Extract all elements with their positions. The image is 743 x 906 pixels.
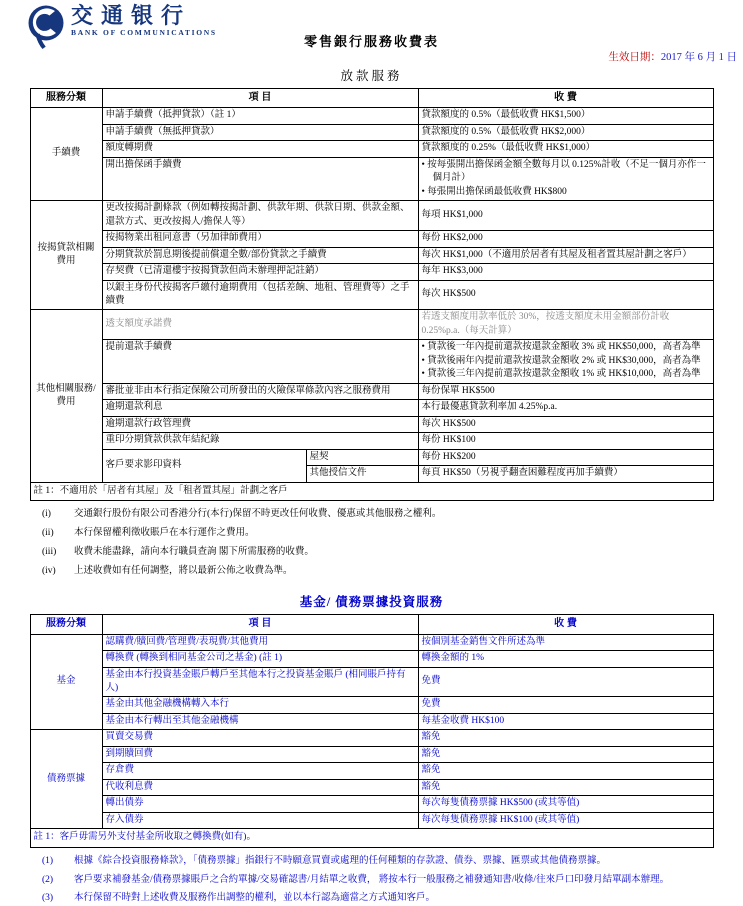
fee-cell: 每份 HK$100 (418, 433, 713, 449)
fee-cell: 每份保單 HK$500 (418, 383, 713, 399)
category-cell: 其他相關服務/費用 (30, 310, 102, 482)
table-row (30, 812, 713, 828)
table-row (30, 108, 713, 124)
effective-date-value: 2017 年 6 月 1 日 (660, 52, 737, 63)
table-row (30, 340, 713, 383)
note-text: 上述收費如有任何調整，將以最新公佈之收費為準。 (74, 565, 293, 576)
funds-section-title: 基金/ 債務票據投資服務 (299, 595, 444, 610)
note-item (30, 508, 713, 522)
item-cell: 審批並非由本行指定保險公司所發出的火險保單條款內容之服務費用 (102, 383, 418, 399)
note-item (30, 855, 713, 869)
fee-cell: 免費 (418, 697, 713, 713)
bank-name-cn: 交通银行 (71, 3, 192, 28)
fee-line: • 貸款後三年內提前還款按還款金額收 1% 或 HK$10,000，高者為準 (421, 369, 701, 380)
category-cell: 債務票據 (30, 730, 102, 829)
table-footnote-row (30, 482, 713, 500)
table-row (30, 449, 713, 465)
fee-cell: 每份 HK$2,000 (418, 231, 713, 247)
loans-section-title: 放款服務 (340, 69, 403, 83)
table-row (30, 697, 713, 713)
table-row (30, 433, 713, 449)
note-label: (i) (42, 509, 51, 520)
fee-cell: 本行最優惠貸款利率加 4.25%p.a. (418, 400, 713, 416)
table-row (30, 280, 713, 310)
fee-line: • 貸款後兩年內提前還款按還款金額收 2% 或 HK$30,000，高者為準 (421, 355, 701, 366)
col-header-fee: 收 費 (418, 89, 713, 108)
table-row (30, 264, 713, 280)
item-cell: 逾期還款行政管理費 (102, 416, 418, 432)
item-cell: 基金由本行投資基金賬戶轉戶至其他本行之投資基金賬戶 (相同賬戶持有人) (102, 667, 418, 697)
category-cell: 按揭貸款相關費用 (30, 201, 102, 310)
fee-cell: 每次 HK$500 (418, 280, 713, 310)
fee-cell: 每次 HK$500 (418, 416, 713, 432)
fee-cell: 按個別基金銷售文件所述為準 (418, 634, 713, 650)
fee-line: • 貸款後一年內提前還款按還款金額收 3% 或 HK$50,000，高者為準 (421, 342, 701, 353)
item-cell: 開出擔保函手續費 (102, 157, 418, 200)
item-cell: 轉出債券 (102, 796, 418, 812)
fee-cell: 豁免 (418, 779, 713, 795)
col-header-category: 服務分類 (30, 615, 102, 634)
note-item (30, 892, 713, 906)
table-row (30, 141, 713, 157)
sub-item-cell: 其他授信文件 (306, 466, 418, 482)
table-row (30, 416, 713, 432)
page-title: 零售銀行服務收費表 (303, 34, 439, 49)
col-header-item: 項 目 (102, 615, 418, 634)
col-header-fee: 收 費 (418, 615, 713, 634)
note-text: 客戶要求補發基金/債務票據賬戶之合約單據/交易確認書/月結單之收費， 將按本行一般服務之補發通知書/收條/往來戶口印發月結單副本辦理。 (74, 874, 670, 885)
fee-cell (418, 340, 713, 383)
fee-cell: 免費 (418, 667, 713, 697)
item-cell: 代收利息費 (102, 779, 418, 795)
table-row (30, 746, 713, 762)
note-text: 本行保留權利徵收賬戶在本行運作之費用。 (74, 528, 255, 539)
table-row (30, 231, 713, 247)
fee-cell: 貸款額度的 0.5%（最低收費 HK$1,500） (418, 108, 713, 124)
col-header-category: 服務分類 (30, 89, 102, 108)
item-cell: 存入債券 (102, 812, 418, 828)
item-cell: 申請手續費（無抵押貸款） (102, 124, 418, 140)
item-cell: 提前還款手續費 (102, 340, 418, 383)
note-label: (ii) (42, 528, 54, 539)
item-cell: 透支額度承諾費 (102, 310, 418, 340)
fee-cell: 每項 HK$1,000 (418, 201, 713, 231)
fee-cell: 每頁 HK$50（另視乎翻查困難程度再加手續費） (418, 466, 713, 482)
item-cell: 更改按揭計劃條款（例如轉按揭計劃、供款年期、供款日期、供款金額、還款方式、更改按揭人/擔保人等） (102, 201, 418, 231)
item-cell: 基金由其他金融機構轉入本行 (102, 697, 418, 713)
table-row (30, 796, 713, 812)
item-cell: 申請手續費（抵押貸款）（註 1） (102, 108, 418, 124)
fee-cell: 每年 HK$3,000 (418, 264, 713, 280)
fee-cell: 每次每隻債務票據 HK$100 (或其等值) (418, 812, 713, 828)
table-header-row (30, 89, 713, 108)
fee-cell: 每次 HK$1,000（不適用於居者有其屋及租者置其屋計劃之客戶） (418, 247, 713, 263)
funds-table-footnote: 註 1：客戶毋需另外支付基金所收取之轉換費(如有)。 (30, 829, 713, 847)
effective-date-label: 生效日期： (608, 52, 661, 63)
table-row (30, 651, 713, 667)
fee-cell: 豁免 (418, 763, 713, 779)
fee-cell: 豁免 (418, 746, 713, 762)
item-cell: 存倉費 (102, 763, 418, 779)
document-header (0, 0, 743, 63)
item-cell: 客戶要求影印資料 (102, 449, 306, 482)
table-row (30, 779, 713, 795)
col-header-item: 項 目 (102, 89, 418, 108)
item-cell: 重印分期貸款供款年結紀錄 (102, 433, 418, 449)
fee-line: • 每張開出擔保函最低收費 HK$800 (421, 186, 567, 197)
note-text: 收費未能盡錄，請向本行職員查詢 閣下所需服務的收費。 (74, 546, 314, 557)
note-item (30, 527, 713, 541)
fee-cell: 每次每隻債務票據 HK$500 (或其等值) (418, 796, 713, 812)
item-cell: 轉換費 (轉換到相同基金公司之基金) (註 1) (102, 651, 418, 667)
fee-cell: 轉換金額的 1% (418, 651, 713, 667)
note-text: 本行保留不時對上述收費及服務作出調整的權利，並以本行認為適當之方式通知客戶。 (74, 893, 436, 904)
fee-cell (418, 157, 713, 200)
note-text: 交通銀行股份有限公司香港分行(本行)保留不時更改任何收費、優惠或其他服務之權利。 (74, 509, 442, 520)
note-label: (1) (42, 855, 54, 866)
note-label: (iv) (42, 565, 56, 576)
item-cell: 按揭物業出租同意書（另加律師費用） (102, 231, 418, 247)
fee-cell: 每份 HK$200 (418, 449, 713, 465)
funds-fee-table (30, 614, 714, 847)
table-row (30, 667, 713, 697)
table-row (30, 730, 713, 746)
note-item (30, 546, 713, 560)
loans-notes (30, 508, 713, 578)
fee-cell: 貸款額度的 0.25%（最低收費 HK$1,000） (418, 141, 713, 157)
item-cell: 認購費/贖回費/管理費/表現費/其他費用 (102, 634, 418, 650)
note-item (30, 874, 713, 888)
item-cell: 額度轉期費 (102, 141, 418, 157)
loans-table-footnote: 註 1：不適用於「居者有其屋」及「租者置其屋」計劃之客戶 (30, 482, 713, 500)
fee-cell: 貸款額度的 0.5%（最低收費 HK$2,000） (418, 124, 713, 140)
note-label: (iii) (42, 546, 57, 557)
note-label: (2) (42, 874, 54, 885)
item-cell: 買賣交易費 (102, 730, 418, 746)
sub-item-cell: 屋契 (306, 449, 418, 465)
category-cell: 基金 (30, 634, 102, 730)
table-row (30, 383, 713, 399)
fee-line: • 按每張開出擔保函金額全數每月以 0.125%計收（不足一個月亦作一個月計） (421, 159, 706, 184)
funds-notes (30, 855, 713, 906)
table-row (30, 310, 713, 340)
table-row (30, 400, 713, 416)
fee-cell: 若透支額度用款率低於 30%，按透支額度未用金額部份計收 0.25%p.a.（每天計算） (418, 310, 713, 340)
category-cell: 手續費 (30, 108, 102, 201)
loans-fee-table (30, 88, 714, 501)
item-cell: 到期贖回費 (102, 746, 418, 762)
table-row (30, 763, 713, 779)
item-cell: 存契費（已清還樓宇按揭貸款但尚未辦理押記註銷） (102, 264, 418, 280)
table-row (30, 157, 713, 200)
note-label: (3) (42, 893, 54, 904)
table-row (30, 124, 713, 140)
fee-cell: 豁免 (418, 730, 713, 746)
item-cell: 分期貸款於罰息期後提前償還全數/部份貸款之手續費 (102, 247, 418, 263)
note-text: 根據《綜合投資服務條款》，「債務票據」指銀行不時願意買賣或處理的任何種類的存款證、債券、票據、匯票或其他債務票據。 (74, 855, 607, 866)
table-row (30, 247, 713, 263)
table-row (30, 713, 713, 729)
item-cell: 以銀主身份代按揭客戶繳付逾期費用（包括差餉、地租、管理費等）之手續費 (102, 280, 418, 310)
table-row (30, 634, 713, 650)
table-footnote-row (30, 829, 713, 847)
effective-date (608, 49, 737, 64)
note-item (30, 565, 713, 579)
table-header-row (30, 615, 713, 634)
fee-cell: 每基金收費 HK$100 (418, 713, 713, 729)
item-cell: 逾期還款利息 (102, 400, 418, 416)
item-cell: 基金由本行轉出至其他金融機構 (102, 713, 418, 729)
table-row (30, 201, 713, 231)
bank-name-en: BANK OF COMMUNICATIONS (71, 28, 217, 38)
